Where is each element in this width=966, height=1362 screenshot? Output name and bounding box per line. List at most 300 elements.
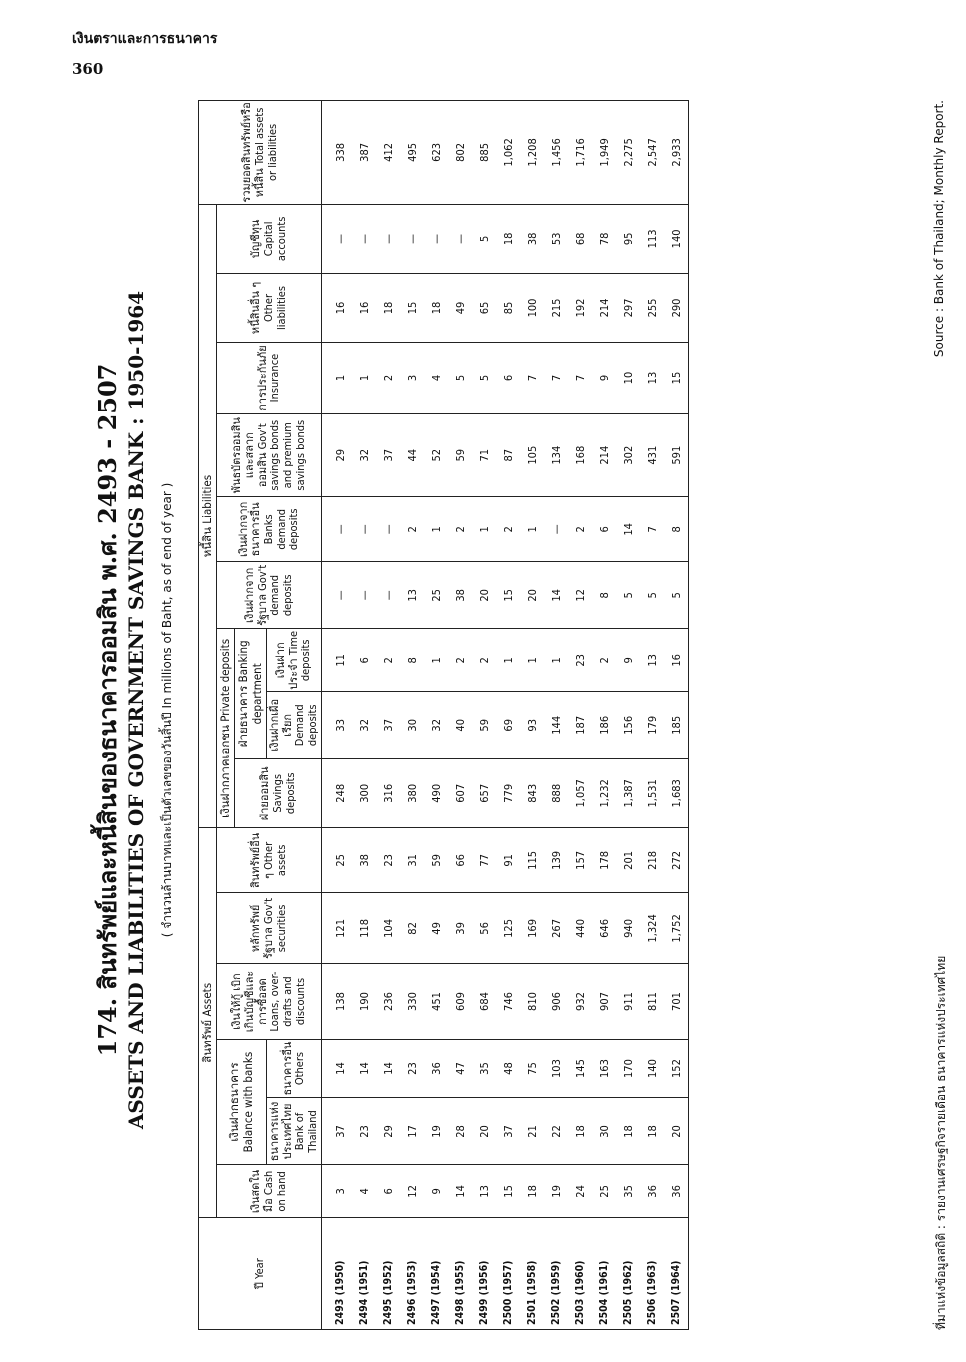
value-cell: 387 <box>352 101 376 205</box>
value-cell: — <box>400 204 424 273</box>
value-cell: 1 <box>424 629 448 692</box>
value-cell: 23 <box>568 629 592 692</box>
value-cell: 843 <box>520 759 544 828</box>
value-cell: 36 <box>664 1165 689 1218</box>
value-cell: 23 <box>352 1098 376 1165</box>
col-header: หนี้สินอื่น ๆ Other liabilities <box>217 273 322 342</box>
table-row <box>376 101 400 1330</box>
value-cell: 20 <box>472 562 496 629</box>
value-cell: 290 <box>664 273 689 342</box>
value-cell: 1 <box>520 497 544 562</box>
col-header: เงินฝากจากรัฐบาล Gov't demand deposits <box>217 562 322 629</box>
value-cell: 607 <box>448 759 472 828</box>
value-cell: 139 <box>544 828 568 893</box>
value-cell: 30 <box>592 1098 616 1165</box>
value-cell: 4 <box>424 342 448 413</box>
value-cell: 316 <box>376 759 400 828</box>
value-cell: 12 <box>400 1165 424 1218</box>
value-cell: 591 <box>664 414 689 497</box>
value-cell: 810 <box>520 964 544 1039</box>
table-unit-note: ( จำนวนล้านบาทและเป็นตัวเลขของวันสิ้นปี In millions of Baht, as of end of year ) <box>160 482 174 938</box>
year-cell: 2500 (1957) <box>496 1218 520 1330</box>
value-cell: 38 <box>352 828 376 893</box>
value-cell: 932 <box>568 964 592 1039</box>
value-cell: 93 <box>520 692 544 759</box>
value-cell: 29 <box>376 1098 400 1165</box>
col-header: เงินฝากจากธนาคารอื่น Banks demand deposits <box>217 497 322 562</box>
value-cell: 811 <box>640 964 664 1039</box>
value-cell: 255 <box>640 273 664 342</box>
value-cell: — <box>448 204 472 273</box>
value-cell: 888 <box>544 759 568 828</box>
value-cell: 168 <box>568 414 592 497</box>
value-cell: 75 <box>520 1039 544 1098</box>
value-cell: 1,057 <box>568 759 592 828</box>
value-cell: 2,933 <box>664 101 689 205</box>
value-cell: 71 <box>472 414 496 497</box>
value-cell: 25 <box>424 562 448 629</box>
value-cell: 33 <box>322 692 353 759</box>
value-cell: 5 <box>472 204 496 273</box>
value-cell: 5 <box>616 562 640 629</box>
value-cell: 646 <box>592 893 616 964</box>
table-row <box>520 101 544 1330</box>
value-cell: 13 <box>640 342 664 413</box>
value-cell: 10 <box>616 342 640 413</box>
liabilities-group-header: หนี้สิน Liabilities <box>199 204 217 828</box>
value-cell: 1,531 <box>640 759 664 828</box>
value-cell: 144 <box>544 692 568 759</box>
value-cell: 18 <box>376 273 400 342</box>
value-cell: 906 <box>544 964 568 1039</box>
value-cell: 68 <box>568 204 592 273</box>
value-cell: 2 <box>592 629 616 692</box>
value-cell: 31 <box>400 828 424 893</box>
value-cell: 78 <box>592 204 616 273</box>
value-cell: 140 <box>640 1039 664 1098</box>
value-cell: — <box>424 204 448 273</box>
value-cell: 330 <box>400 964 424 1039</box>
value-cell: 66 <box>448 828 472 893</box>
value-cell: 13 <box>640 629 664 692</box>
value-cell: 22 <box>544 1098 568 1165</box>
value-cell: 17 <box>400 1098 424 1165</box>
value-cell: 20 <box>472 1098 496 1165</box>
private-deposits-header: เงินฝากภาคเอกชน Private deposits <box>217 629 235 828</box>
value-cell: 201 <box>616 828 640 893</box>
value-cell: 29 <box>322 414 353 497</box>
col-header: บัญชีทุน Capital accounts <box>217 204 322 273</box>
table-row <box>424 101 448 1330</box>
value-cell: 36 <box>640 1165 664 1218</box>
value-cell: 267 <box>544 893 568 964</box>
value-cell: 911 <box>616 964 640 1039</box>
value-cell: 44 <box>400 414 424 497</box>
value-cell: — <box>352 562 376 629</box>
value-cell: 779 <box>496 759 520 828</box>
value-cell: 1,232 <box>592 759 616 828</box>
value-cell: 21 <box>520 1098 544 1165</box>
value-cell: 49 <box>448 273 472 342</box>
value-cell: 37 <box>496 1098 520 1165</box>
year-cell: 2494 (1951) <box>352 1218 376 1330</box>
running-header: เงินตราและการธนาคาร <box>72 31 218 47</box>
year-cell: 2499 (1956) <box>472 1218 496 1330</box>
value-cell: 2,275 <box>616 101 640 205</box>
value-cell: 30 <box>400 692 424 759</box>
value-cell: 32 <box>352 692 376 759</box>
value-cell: 218 <box>640 828 664 893</box>
value-cell: 23 <box>376 828 400 893</box>
value-cell: 1 <box>472 497 496 562</box>
value-cell: 19 <box>544 1165 568 1218</box>
value-cell: — <box>376 204 400 273</box>
value-cell: 302 <box>616 414 640 497</box>
value-cell: 1 <box>322 342 353 413</box>
table-row <box>568 101 592 1330</box>
value-cell: 40 <box>448 692 472 759</box>
value-cell: 145 <box>568 1039 592 1098</box>
value-cell: 186 <box>592 692 616 759</box>
value-cell: 49 <box>424 893 448 964</box>
value-cell: 170 <box>616 1039 640 1098</box>
banking-department-header: ฝ่ายธนาคาร Banking department <box>235 629 266 759</box>
value-cell: 440 <box>568 893 592 964</box>
value-cell: 214 <box>592 273 616 342</box>
value-cell: 3 <box>400 342 424 413</box>
year-cell: 2497 (1954) <box>424 1218 448 1330</box>
table-row <box>322 101 353 1330</box>
value-cell: 15 <box>496 1165 520 1218</box>
value-cell: 134 <box>544 414 568 497</box>
value-cell: 95 <box>616 204 640 273</box>
value-cell: 907 <box>592 964 616 1039</box>
value-cell: 297 <box>616 273 640 342</box>
value-cell: 1,062 <box>496 101 520 205</box>
value-cell: 2 <box>496 497 520 562</box>
table-row <box>472 101 496 1330</box>
value-cell: 14 <box>352 1039 376 1098</box>
table-body <box>322 101 689 1330</box>
value-cell: 16 <box>352 273 376 342</box>
year-cell: 2495 (1952) <box>376 1218 400 1330</box>
page-number: 360 <box>72 60 104 78</box>
value-cell: 121 <box>322 893 353 964</box>
value-cell: 115 <box>520 828 544 893</box>
value-cell: 1,949 <box>592 101 616 205</box>
value-cell: 20 <box>520 562 544 629</box>
table-row <box>400 101 424 1330</box>
year-cell: 2498 (1955) <box>448 1218 472 1330</box>
value-cell: 684 <box>472 964 496 1039</box>
value-cell: 9 <box>616 629 640 692</box>
year-cell: 2493 (1950) <box>322 1218 353 1330</box>
value-cell: 272 <box>664 828 689 893</box>
value-cell: 169 <box>520 893 544 964</box>
value-cell: 7 <box>520 342 544 413</box>
table-title-thai: 174. สินทรัพย์และหนี้สินของธนาคารออมสิน พ.ศ. 2493 - 2507 <box>93 363 122 1057</box>
value-cell: 495 <box>400 101 424 205</box>
value-cell: 100 <box>520 273 544 342</box>
value-cell: 14 <box>376 1039 400 1098</box>
value-cell: 52 <box>424 414 448 497</box>
year-cell: 2507 (1964) <box>664 1218 689 1330</box>
year-cell: 2503 (1960) <box>568 1218 592 1330</box>
value-cell: 104 <box>376 893 400 964</box>
table-row <box>640 101 664 1330</box>
value-cell: 118 <box>352 893 376 964</box>
value-cell: 53 <box>544 204 568 273</box>
value-cell: 380 <box>400 759 424 828</box>
assets-group-header: สินทรัพย์ Assets <box>199 828 217 1218</box>
value-cell: 35 <box>616 1165 640 1218</box>
value-cell: 18 <box>568 1098 592 1165</box>
value-cell: 140 <box>664 204 689 273</box>
value-cell: 8 <box>664 497 689 562</box>
value-cell: 192 <box>568 273 592 342</box>
year-cell: 2496 (1953) <box>400 1218 424 1330</box>
value-cell: 113 <box>640 204 664 273</box>
value-cell: 11 <box>322 629 353 692</box>
value-cell: 338 <box>322 101 353 205</box>
value-cell: 451 <box>424 964 448 1039</box>
value-cell: 36 <box>424 1039 448 1098</box>
value-cell: 25 <box>592 1165 616 1218</box>
value-cell: 16 <box>322 273 353 342</box>
value-cell: 802 <box>448 101 472 205</box>
value-cell: 18 <box>424 273 448 342</box>
balance-with-banks-header: เงินฝากธนาคาร Balance with banks <box>217 1039 267 1165</box>
value-cell: — <box>352 204 376 273</box>
value-cell: 18 <box>496 204 520 273</box>
value-cell: — <box>544 497 568 562</box>
year-header: ปี Year <box>199 1218 322 1330</box>
value-cell: 39 <box>448 893 472 964</box>
value-cell: 5 <box>664 562 689 629</box>
value-cell: 609 <box>448 964 472 1039</box>
value-cell: 38 <box>448 562 472 629</box>
table-row <box>616 101 640 1330</box>
value-cell: 38 <box>520 204 544 273</box>
value-cell: — <box>322 562 353 629</box>
value-cell: 8 <box>592 562 616 629</box>
col-header: เงินฝากประจำ Time deposits <box>266 629 322 692</box>
value-cell: 25 <box>322 828 353 893</box>
value-cell: 6 <box>592 497 616 562</box>
value-cell: 657 <box>472 759 496 828</box>
value-cell: 940 <box>616 893 640 964</box>
value-cell: 2 <box>472 629 496 692</box>
value-cell: 37 <box>322 1098 353 1165</box>
value-cell: 1,208 <box>520 101 544 205</box>
value-cell: 214 <box>592 414 616 497</box>
value-cell: 18 <box>640 1098 664 1165</box>
value-cell: 1 <box>496 629 520 692</box>
value-cell: 9 <box>424 1165 448 1218</box>
value-cell: 28 <box>448 1098 472 1165</box>
value-cell: 85 <box>496 273 520 342</box>
value-cell: 37 <box>376 414 400 497</box>
value-cell: 77 <box>472 828 496 893</box>
value-cell: 215 <box>544 273 568 342</box>
value-cell: 20 <box>664 1098 689 1165</box>
value-cell: 15 <box>496 562 520 629</box>
value-cell: 18 <box>616 1098 640 1165</box>
col-header: เงินสดในมือ Cash on hand <box>217 1165 322 1218</box>
value-cell: 4 <box>352 1165 376 1218</box>
source-note-english: Source : Bank of Thailand; Monthly Report. <box>932 100 946 358</box>
value-cell: 138 <box>322 964 353 1039</box>
table-row <box>352 101 376 1330</box>
col-header: เงินฝากเผื่อเรียก Demand deposits <box>266 692 322 759</box>
col-header: ฝ่ายออมสิน Savings deposits <box>235 759 322 828</box>
col-header: ธนาคารอื่น Others <box>266 1039 322 1098</box>
value-cell: 2 <box>376 342 400 413</box>
value-cell: 69 <box>496 692 520 759</box>
value-cell: 8 <box>400 629 424 692</box>
value-cell: 6 <box>352 629 376 692</box>
value-cell: 32 <box>352 414 376 497</box>
value-cell: 2 <box>448 497 472 562</box>
col-header: สินทรัพย์อื่น ๆ Other assets <box>217 828 322 893</box>
value-cell: 91 <box>496 828 520 893</box>
value-cell: 59 <box>424 828 448 893</box>
value-cell: 82 <box>400 893 424 964</box>
col-header: การประกันภัย Insurance <box>217 342 322 413</box>
value-cell: 187 <box>568 692 592 759</box>
value-cell: 2,547 <box>640 101 664 205</box>
table-row <box>592 101 616 1330</box>
value-cell: 56 <box>472 893 496 964</box>
value-cell: 623 <box>424 101 448 205</box>
value-cell: 14 <box>322 1039 353 1098</box>
value-cell: 163 <box>592 1039 616 1098</box>
value-cell: 185 <box>664 692 689 759</box>
table-row <box>664 101 689 1330</box>
value-cell: 14 <box>448 1165 472 1218</box>
value-cell: 105 <box>520 414 544 497</box>
value-cell: 190 <box>352 964 376 1039</box>
value-cell: 13 <box>472 1165 496 1218</box>
value-cell: 12 <box>568 562 592 629</box>
value-cell: 5 <box>640 562 664 629</box>
table-title-english: ASSETS AND LIABILITIES OF GOVERNMENT SAVINGS BANK : 1950-1964 <box>124 290 148 1130</box>
value-cell: — <box>376 562 400 629</box>
value-cell: 2 <box>568 497 592 562</box>
value-cell: 179 <box>640 692 664 759</box>
value-cell: 15 <box>400 273 424 342</box>
value-cell: 14 <box>616 497 640 562</box>
value-cell: 24 <box>568 1165 592 1218</box>
table-row <box>544 101 568 1330</box>
value-cell: 47 <box>448 1039 472 1098</box>
value-cell: 59 <box>448 414 472 497</box>
year-cell: 2505 (1962) <box>616 1218 640 1330</box>
value-cell: 9 <box>592 342 616 413</box>
value-cell: 156 <box>616 692 640 759</box>
value-cell: 5 <box>448 342 472 413</box>
value-cell: 490 <box>424 759 448 828</box>
value-cell: 125 <box>496 893 520 964</box>
value-cell: 6 <box>496 342 520 413</box>
value-cell: 1 <box>352 342 376 413</box>
table-row <box>496 101 520 1330</box>
value-cell: 746 <box>496 964 520 1039</box>
value-cell: 37 <box>376 692 400 759</box>
value-cell: 65 <box>472 273 496 342</box>
value-cell: 103 <box>544 1039 568 1098</box>
value-cell: — <box>376 497 400 562</box>
value-cell: 431 <box>640 414 664 497</box>
rotated-table-page <box>80 80 966 1340</box>
value-cell: 2 <box>400 497 424 562</box>
value-cell: 13 <box>400 562 424 629</box>
year-cell: 2506 (1963) <box>640 1218 664 1330</box>
value-cell: 32 <box>424 692 448 759</box>
value-cell: 15 <box>664 342 689 413</box>
table-row <box>448 101 472 1330</box>
value-cell: 5 <box>472 342 496 413</box>
value-cell: 885 <box>472 101 496 205</box>
value-cell: 157 <box>568 828 592 893</box>
value-cell: — <box>352 497 376 562</box>
value-cell: 1,387 <box>616 759 640 828</box>
value-cell: 87 <box>496 414 520 497</box>
value-cell: 59 <box>472 692 496 759</box>
year-cell: 2504 (1961) <box>592 1218 616 1330</box>
source-note-thai: ที่มาแห่งข้อมูลสถิติ : รายงานเศรษฐกิจรายเดือน ธนาคารแห่งประเทศไทย <box>934 955 948 1330</box>
col-header: หลักทรัพย์รัฐบาล Gov't securities <box>217 893 322 964</box>
value-cell: 7 <box>640 497 664 562</box>
value-cell: 48 <box>496 1039 520 1098</box>
value-cell: 1 <box>520 629 544 692</box>
value-cell: 178 <box>592 828 616 893</box>
data-table <box>198 100 689 1330</box>
value-cell: 152 <box>664 1039 689 1098</box>
col-header: เงินให้กู้ เบิกเกินบัญชีและการซื้อลด Loans, over-drafts and discounts <box>217 964 322 1039</box>
year-cell: 2502 (1959) <box>544 1218 568 1330</box>
value-cell: 7 <box>544 342 568 413</box>
value-cell: 16 <box>664 629 689 692</box>
value-cell: 248 <box>322 759 353 828</box>
value-cell: 1 <box>544 629 568 692</box>
value-cell: 7 <box>568 342 592 413</box>
value-cell: 1,683 <box>664 759 689 828</box>
value-cell: 2 <box>448 629 472 692</box>
value-cell: 14 <box>544 562 568 629</box>
value-cell: 412 <box>376 101 400 205</box>
year-cell: 2501 (1958) <box>520 1218 544 1330</box>
value-cell: — <box>322 204 353 273</box>
col-header: ธนาคารแห่งประเทศไทย Bank of Thailand <box>266 1098 322 1165</box>
value-cell: 236 <box>376 964 400 1039</box>
value-cell: 3 <box>322 1165 353 1218</box>
col-header: รวมยอดสินทรัพย์หรือหนี้สิน Total assets or liabilities <box>199 101 322 205</box>
value-cell: 2 <box>376 629 400 692</box>
value-cell: 18 <box>520 1165 544 1218</box>
value-cell: 1,716 <box>568 101 592 205</box>
value-cell: — <box>322 497 353 562</box>
value-cell: 701 <box>664 964 689 1039</box>
value-cell: 300 <box>352 759 376 828</box>
value-cell: 1,324 <box>640 893 664 964</box>
value-cell: 1,752 <box>664 893 689 964</box>
value-cell: 35 <box>472 1039 496 1098</box>
value-cell: 23 <box>400 1039 424 1098</box>
value-cell: 6 <box>376 1165 400 1218</box>
col-header: พันธบัตรออมสินและสลากออมสิน Gov't savings bonds and premium savings bonds <box>217 414 322 497</box>
value-cell: 19 <box>424 1098 448 1165</box>
